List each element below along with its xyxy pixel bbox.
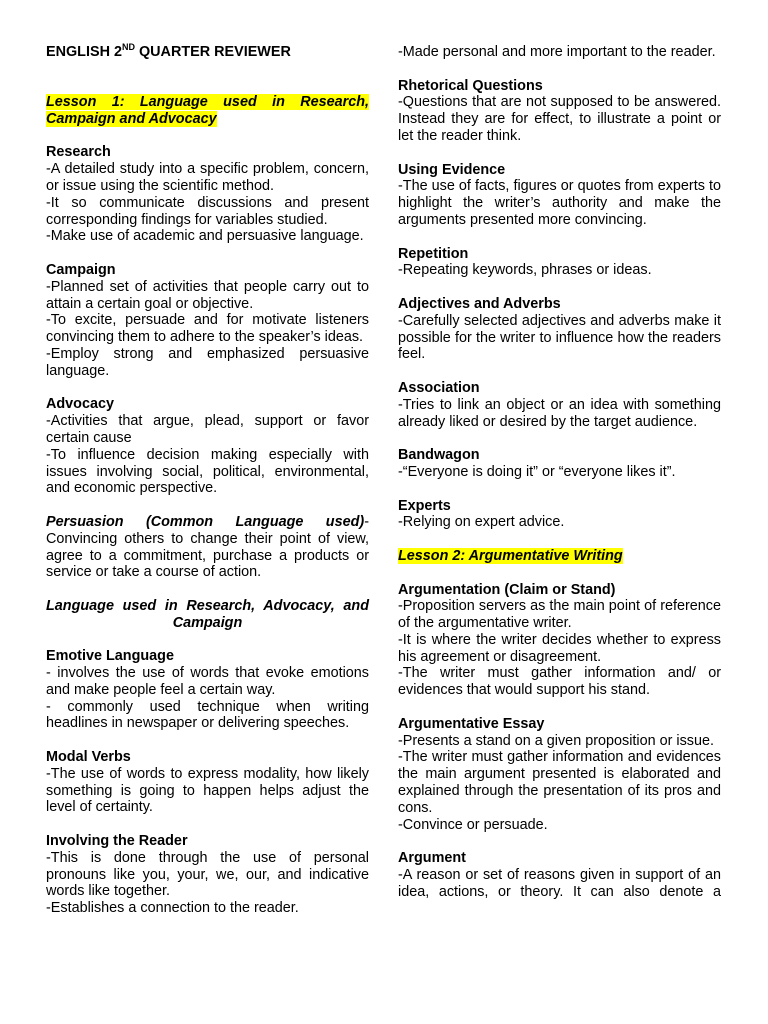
lesson1-heading: Lesson 1: Language used in Research, Campaign and Advocacy [46, 94, 369, 127]
lesson2-heading: Lesson 2: Argumentative Writing [398, 547, 623, 564]
section-evidence [398, 162, 721, 229]
persuasion-text: -Convincing others to change their point of view, agree to a commitment, purchase a products or service or take a course of action. [46, 513, 369, 581]
continued-line: -Made personal and more important to the reader. [398, 44, 716, 60]
repetition-line: -Repeating keywords, phrases or ideas. [398, 262, 652, 279]
section-emotive [46, 648, 369, 732]
evidence-heading: Using Evidence [398, 161, 506, 178]
research-line: -Make use of academic and persuasive language. [46, 228, 364, 245]
association-line: -Tries to link an object or an idea with something already liked or desired by the target audience. [398, 396, 721, 430]
section-essay [398, 716, 721, 834]
research-heading: Research [46, 144, 111, 161]
section-modal [46, 749, 369, 816]
essay-line: -The writer must gather information and evidences the main argument presented is elaborated and explained through the presentation of its pros and cons. [398, 749, 721, 816]
emotive-line: - commonly used technique when writing headlines in newspaper or delivering speeches. [46, 698, 369, 732]
left-column [46, 94, 369, 934]
advocacy-line: -Activities that argue, plead, support or favor certain cause [46, 413, 369, 446]
section-association [398, 380, 721, 430]
advocacy-line: -To influence decision making especially with issues involving social, political, environmental, and economic perspective. [46, 446, 369, 497]
experts-heading: Experts [398, 497, 451, 514]
section-rhetorical [398, 78, 721, 145]
argument-heading: Argument [398, 850, 466, 867]
section-persuasion [46, 514, 369, 581]
adjectives-heading: Adjectives and Adverbs [398, 295, 561, 312]
language-used-heading [46, 598, 369, 632]
involving-line: -Establishes a connection to the reader. [46, 900, 299, 917]
language-heading-line2: Campaign [172, 614, 243, 631]
section-argument [398, 850, 721, 900]
evidence-line: -The use of facts, figures or quotes from experts to highlight the writer’s authority and make the arguments presented more convincing. [398, 178, 721, 228]
bandwagon-line: -“Everyone is doing it” or “everyone likes it”. [398, 463, 676, 480]
continued-text [398, 44, 721, 61]
rhetorical-line: -Questions that are not supposed to be answered. Instead they are for effect, to illustrate a point or let the reader think. [398, 94, 721, 144]
essay-line: -Presents a stand on a given proposition or issue. [398, 732, 714, 749]
repetition-heading: Repetition [398, 245, 469, 262]
research-line: -A detailed study into a specific problem, concern, or issue using the scientific method. [46, 161, 369, 194]
section-experts [398, 498, 721, 532]
modal-line: -The use of words to express modality, how likely something is going to happen helps adjust the level of certainty. [46, 765, 369, 816]
bandwagon-heading: Bandwagon [398, 447, 480, 464]
campaign-line: -To excite, persuade and for motivate listeners convincing them to adhere to the speaker’s ideas. [46, 312, 369, 346]
experts-line: -Relying on expert advice. [398, 514, 565, 531]
argumentation-heading: Argumentation (Claim or Stand) [398, 581, 616, 598]
section-involving [46, 833, 369, 917]
section-argumentation [398, 582, 721, 700]
section-bandwagon [398, 447, 721, 481]
involving-line: -This is done through the use of personal pronouns like you, your, we, our, and indicative words like together. [46, 849, 369, 900]
page-title: ENGLISH 2ND QUARTER REVIEWER [46, 42, 291, 60]
persuasion-heading: Persuasion (Common Language used) [46, 513, 365, 530]
section-adjectives [398, 296, 721, 363]
emotive-heading: Emotive Language [46, 648, 174, 665]
section-repetition [398, 246, 721, 280]
right-column [398, 44, 721, 917]
section-research [46, 144, 369, 245]
section-advocacy [46, 396, 369, 497]
research-line: -It so communicate discussions and present corresponding findings for variables studied. [46, 194, 369, 228]
adjectives-line: -Carefully selected adjectives and adverbs make it possible for the writer to influence how the readers feel. [398, 312, 721, 363]
section-campaign [46, 262, 369, 380]
rhetorical-heading: Rhetorical Questions [398, 77, 543, 94]
involving-heading: Involving the Reader [46, 833, 188, 850]
campaign-heading: Campaign [46, 261, 116, 278]
emotive-line: - involves the use of words that evoke emotions and make people feel a certain way. [46, 665, 369, 698]
advocacy-heading: Advocacy [46, 396, 114, 413]
association-heading: Association [398, 379, 480, 396]
campaign-line: -Employ strong and emphasized persuasive language. [46, 345, 369, 379]
essay-heading: Argumentative Essay [398, 715, 545, 732]
campaign-line: -Planned set of activities that people carry out to attain a certain goal or objective. [46, 278, 369, 312]
essay-line: -Convince or persuade. [398, 816, 548, 833]
argument-line: -A reason or set of reasons given in support of an idea, actions, or theory. It can also denote a [398, 867, 721, 900]
argumentation-line: -It is where the writer decides whether to express his agreement or disagreement. [398, 631, 721, 665]
argumentation-line: -Proposition servers as the main point of reference of the argumentative writer. [398, 598, 721, 632]
language-heading-line1: Language used in Research, Advocacy, and [46, 597, 369, 614]
argumentation-line: -The writer must gather information and/ or evidences that would support his stand. [398, 665, 721, 699]
modal-heading: Modal Verbs [46, 749, 131, 766]
